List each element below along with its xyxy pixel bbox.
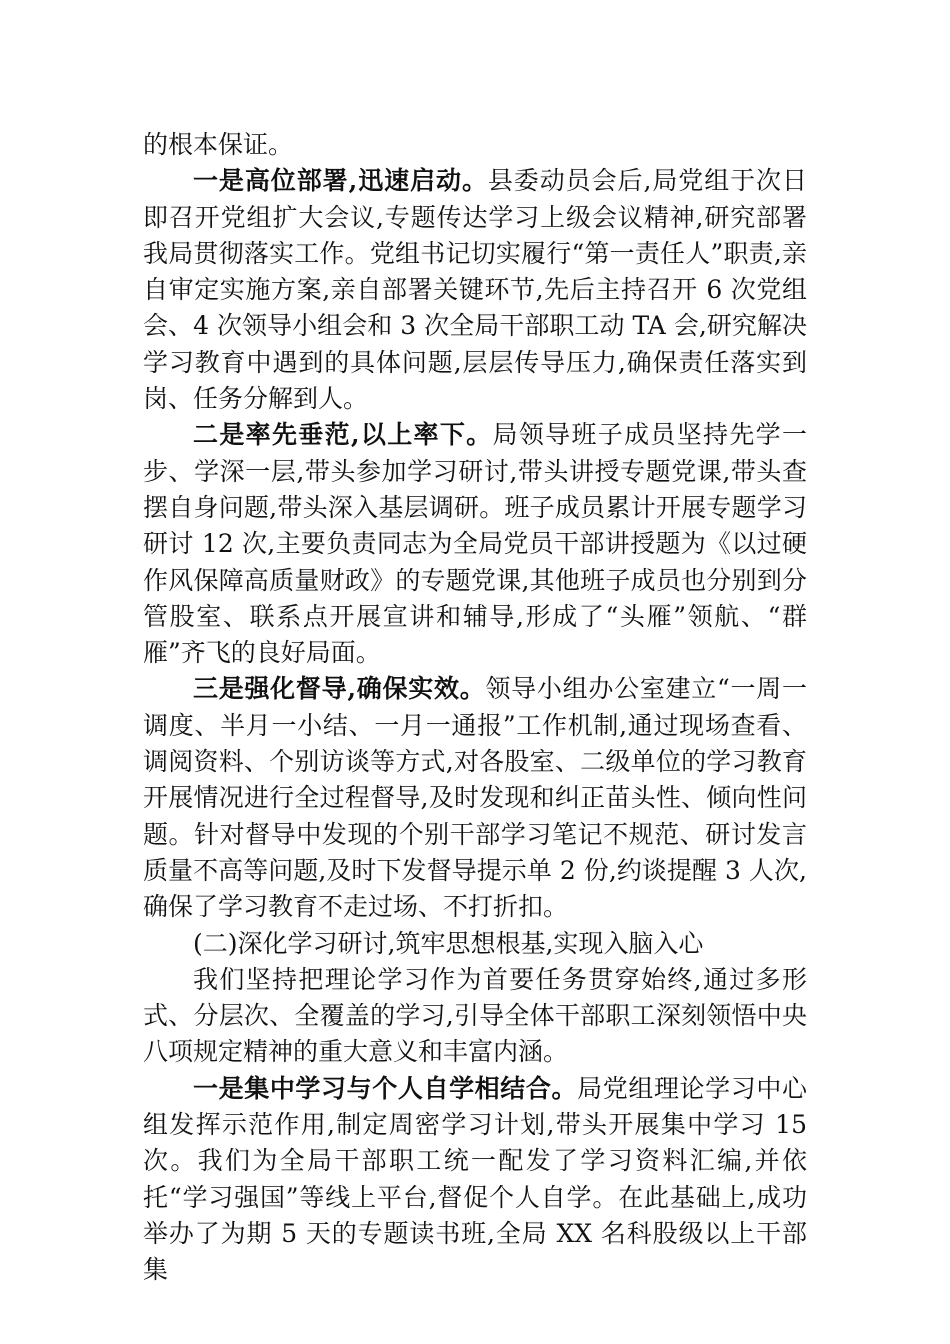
paragraph-text: 的根本保证。 <box>143 130 294 159</box>
paragraph-text: 局党组理论学习中心组发挥示范作用,制定周密学习计划,带头开展集中学习 15 次。我们为全局干部职工统一配发了学习资料汇编,并依托“学习强国”等线上平台,督促个人自学。在此基础上,成功举办了为期 5 天的专题读书班,全局 XX 名科股级以上干部集 <box>143 1073 807 1285</box>
paragraph-high-level-deployment <box>143 163 807 417</box>
paragraph-lead-bold: 三是强化督导,确保实效。 <box>193 674 486 704</box>
paragraph-text: 我们坚持把理论学习作为首要任务贯穿始终,通过多形式、分层次、全覆盖的学习,引导全体干部职工深刻领悟中央八项规定精神的重大意义和丰富内涵。 <box>143 964 807 1067</box>
paragraph-continuation <box>143 127 807 163</box>
paragraph-lead-bold: 一是高位部署,迅速启动。 <box>193 166 488 196</box>
paragraph-text: 局领导班子成员坚持先学一步、学深一层,带头参加学习研讨,带头讲授专题党课,带头查摆自身问题,带头深入基层调研。班子成员累计开展专题学习研讨 12 次,主要负责同志为全局党员干部讲授题为《以过硬作风保障高质量财政》的专题党课,其他班子成员也分别到分管股室、联系点开展宣讲和辅导,形成了“头雁”领航、“群雁”齐飞的良好局面。 <box>143 420 807 668</box>
section-heading-text: (二)深化学习研讨,筑牢思想根基,实现入脑入心 <box>193 928 704 958</box>
section-heading <box>143 926 807 962</box>
paragraph-theory-study <box>143 962 807 1071</box>
document-body <box>143 127 807 1289</box>
paragraph-lead-bold: 二是率先垂范,以上率下。 <box>193 420 493 450</box>
paragraph-collective-and-self-study <box>143 1071 807 1289</box>
paragraph-text: 县委动员会后,局党组于次日即召开党组扩大会议,专题传达学习上级会议精神,研究部署我局贯彻落实工作。党组书记切实履行“第一责任人”职责,亲自审定实施方案,亲自部署关键环节,先后主持召开 6 次党组会、4 次领导小组会和 3 次全局干部职工动 TA 会,研究解决学习教育中遇到的具体问题,层层传导压力,确保责任落实到岗、任务分解到人。 <box>143 166 807 414</box>
paragraph-text: 领导小组办公室建立“一周一调度、半月一小结、一月一通报”工作机制,通过现场查看、调阅资料、个别访谈等方式,对各股室、二级单位的学习教育开展情况进行全过程督导,及时发现和纠正苗头性、倾向性问题。针对督导中发现的个别干部学习笔记不规范、研讨发言质量不高等问题,及时下发督导提示单 2 份,约谈提醒 3 人次,确保了学习教育不走过场、不打折扣。 <box>143 674 807 922</box>
paragraph-supervision <box>143 671 807 925</box>
paragraph-lead-by-example <box>143 417 807 671</box>
paragraph-lead-bold: 一是集中学习与个人自学相结合。 <box>193 1073 578 1103</box>
